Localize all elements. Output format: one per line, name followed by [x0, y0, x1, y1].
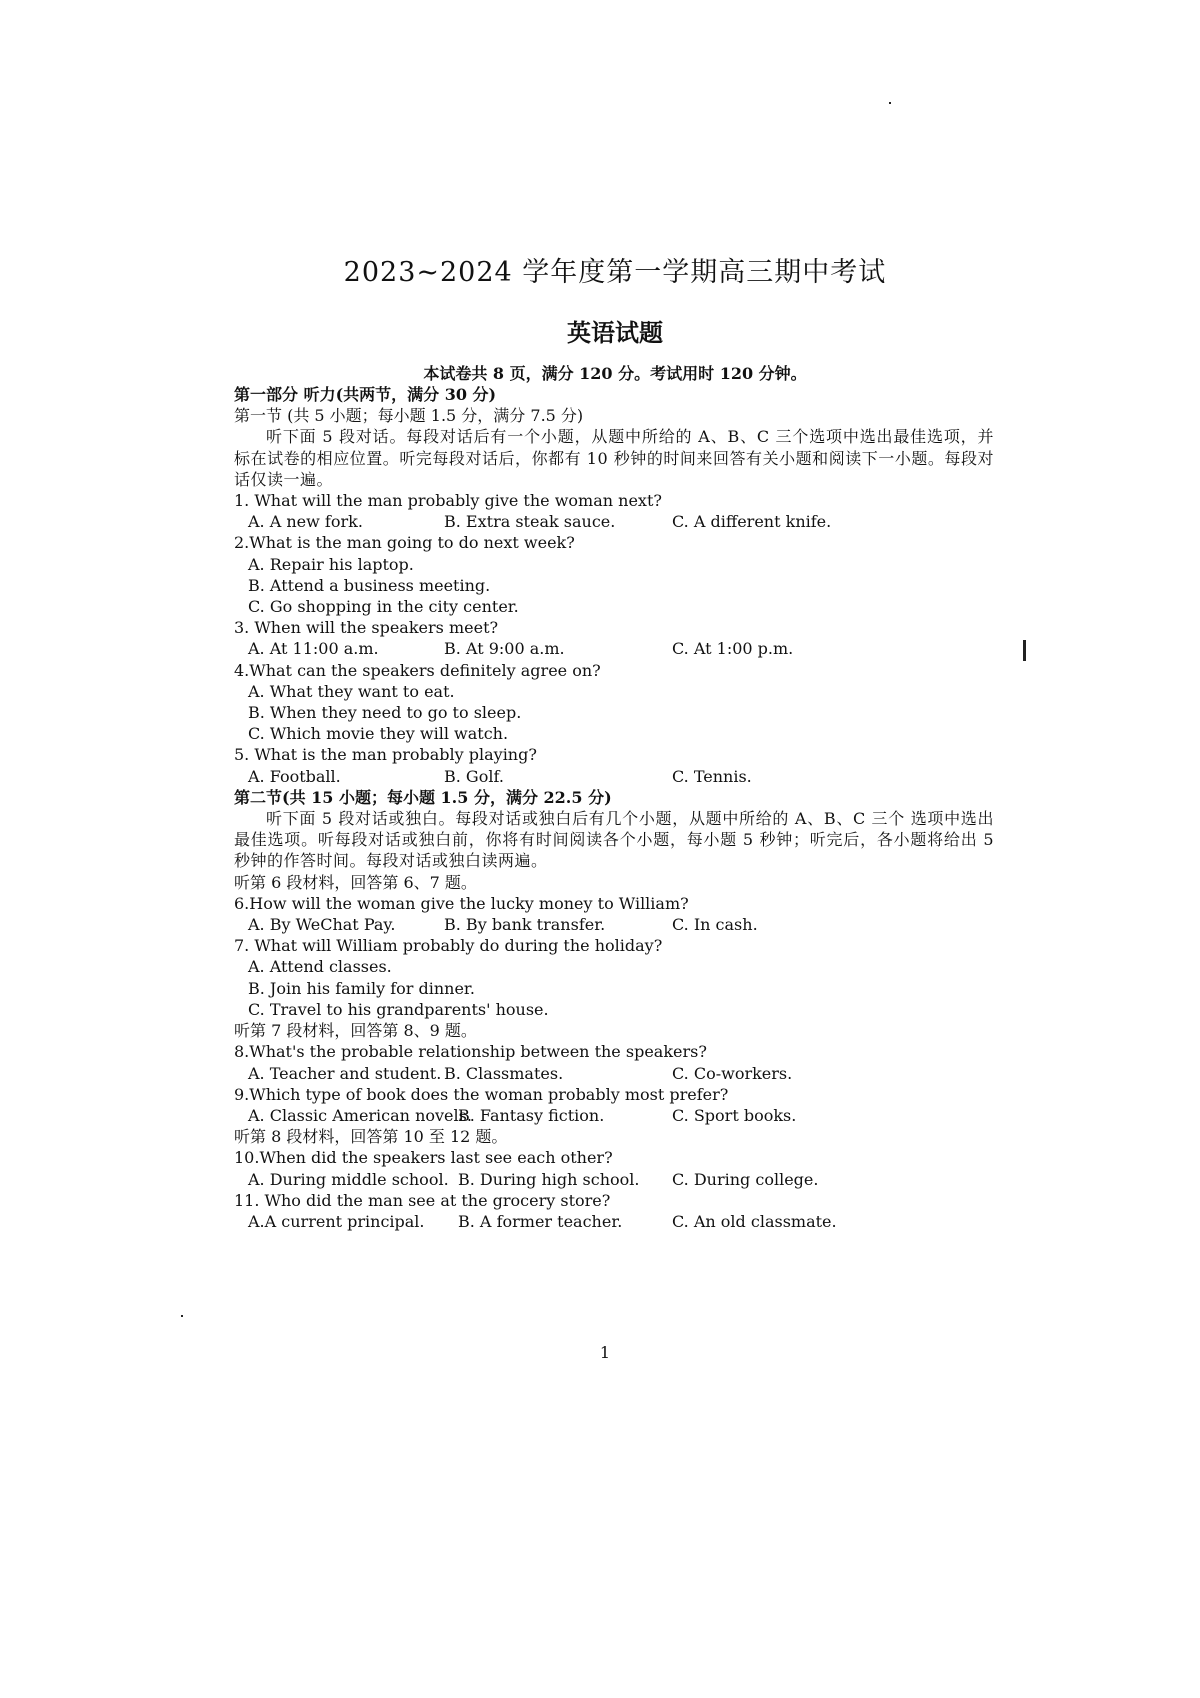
question-10: 10.When did the speakers last see each other? [234, 1148, 613, 1168]
question-2: 2.What is the man going to do next week? [234, 533, 575, 553]
section2-instructions: 听下面 5 段对话或独白。每段对话或独白后有几个小题，从题中所给的 A、B、C 三个 选项中选出最佳选项。听每段对话或独白前，你将有时间阅读各个小题，每小题 5 秒钟；听完后，各小题将给出 5 秒钟的作答时间。每段对话或独白读两遍。 [234, 809, 994, 871]
option-a: A. During middle school. [248, 1169, 449, 1189]
option-b: B. Golf. [444, 766, 504, 786]
options-row [234, 766, 994, 787]
options-row [234, 638, 994, 659]
exam-title: 2023~2024 学年度第一学期高三期中考试 [343, 257, 887, 288]
options-row [234, 1169, 994, 1190]
option-b: B. Attend a business meeting. [248, 575, 491, 595]
option-c: C. Go shopping in the city center. [248, 597, 519, 617]
option-b: B. Join his family for dinner. [248, 978, 475, 998]
question-3: 3. When will the speakers meet? [234, 618, 499, 638]
question-4: 4.What can the speakers definitely agree on? [234, 660, 601, 680]
option-a: A. Teacher and student. [248, 1063, 442, 1083]
option-a: A. Classic American novels. [248, 1105, 472, 1125]
group-lead: 听第 7 段材料，回答第 8、9 题。 [234, 1021, 477, 1041]
options-row [234, 1211, 994, 1232]
option-b: B. During high school. [458, 1169, 640, 1189]
option-b: B. By bank transfer. [444, 915, 606, 935]
option-b: B. When they need to go to sleep. [248, 703, 522, 723]
exam-subtitle: 英语试题 [567, 318, 663, 347]
option-a: A. Football. [248, 766, 341, 786]
options-row [234, 511, 994, 532]
scan-speck [889, 102, 891, 104]
options-row [234, 1105, 994, 1126]
section2-heading: 第二节(共 15 小题；每小题 1.5 分，满分 22.5 分) [234, 787, 612, 807]
option-c: C. Which movie they will watch. [248, 724, 509, 744]
option-c: C. Sport books. [672, 1105, 797, 1125]
option-c: C. During college. [672, 1169, 819, 1189]
exam-note: 本试卷共 8 页，满分 120 分。考试用时 120 分钟。 [423, 364, 807, 383]
option-c: C. Travel to his grandparents' house. [248, 999, 549, 1019]
option-b: B. Fantasy fiction. [458, 1105, 605, 1125]
option-a: A. By WeChat Pay. [248, 915, 396, 935]
question-9: 9.Which type of book does the woman probably most prefer? [234, 1084, 729, 1104]
option-b: B. A former teacher. [458, 1211, 623, 1231]
section1-instructions: 听下面 5 段对话。每段对话后有一个小题，从题中所给的 A、B、C 三个选项中选出最佳选项，并标在试卷的相应位置。听完每段对话后，你都有 10 秒钟的时间来回答有关小题和阅读下一小题。每段对话仅读一遍。 [234, 427, 994, 489]
section1-heading: 第一节 (共 5 小题；每小题 1.5 分，满分 7.5 分) [234, 406, 584, 426]
option-a: A. A new fork. [248, 512, 363, 532]
scan-speck [181, 1315, 183, 1317]
question-11: 11. Who did the man see at the grocery store? [234, 1190, 611, 1210]
page-number: 1 [599, 1343, 611, 1362]
group-lead: 听第 6 段材料，回答第 6、7 题。 [234, 872, 477, 892]
question-7: 7. What will William probably do during the holiday? [234, 936, 663, 956]
option-c: C. Tennis. [672, 766, 752, 786]
option-b: B. At 9:00 a.m. [444, 639, 565, 659]
option-a: A. What they want to eat. [248, 681, 455, 701]
option-c: C. A different knife. [672, 512, 832, 532]
option-a: A. At 11:00 a.m. [248, 639, 379, 659]
group-lead: 听第 8 段材料，回答第 10 至 12 题。 [234, 1127, 508, 1147]
option-c: C. In cash. [672, 915, 758, 935]
option-a: A.A current principal. [248, 1211, 425, 1231]
options-row [234, 1063, 994, 1084]
option-a: A. Repair his laptop. [248, 554, 414, 574]
option-c: C. An old classmate. [672, 1211, 837, 1231]
option-b: B. Classmates. [444, 1063, 564, 1083]
question-1: 1. What will the man probably give the woman next? [234, 491, 662, 511]
exam-content [234, 384, 994, 1232]
option-c: C. At 1:00 p.m. [672, 639, 794, 659]
option-a: A. Attend classes. [248, 957, 392, 977]
scan-mark [1023, 640, 1026, 661]
question-5: 5. What is the man probably playing? [234, 745, 537, 765]
option-b: B. Extra steak sauce. [444, 512, 616, 532]
option-c: C. Co-workers. [672, 1063, 793, 1083]
options-row [234, 914, 994, 935]
question-8: 8.What's the probable relationship between the speakers? [234, 1042, 707, 1062]
part1-heading: 第一部分 听力(共两节，满分 30 分) [234, 385, 497, 404]
question-6: 6.How will the woman give the lucky money to William? [234, 893, 689, 913]
